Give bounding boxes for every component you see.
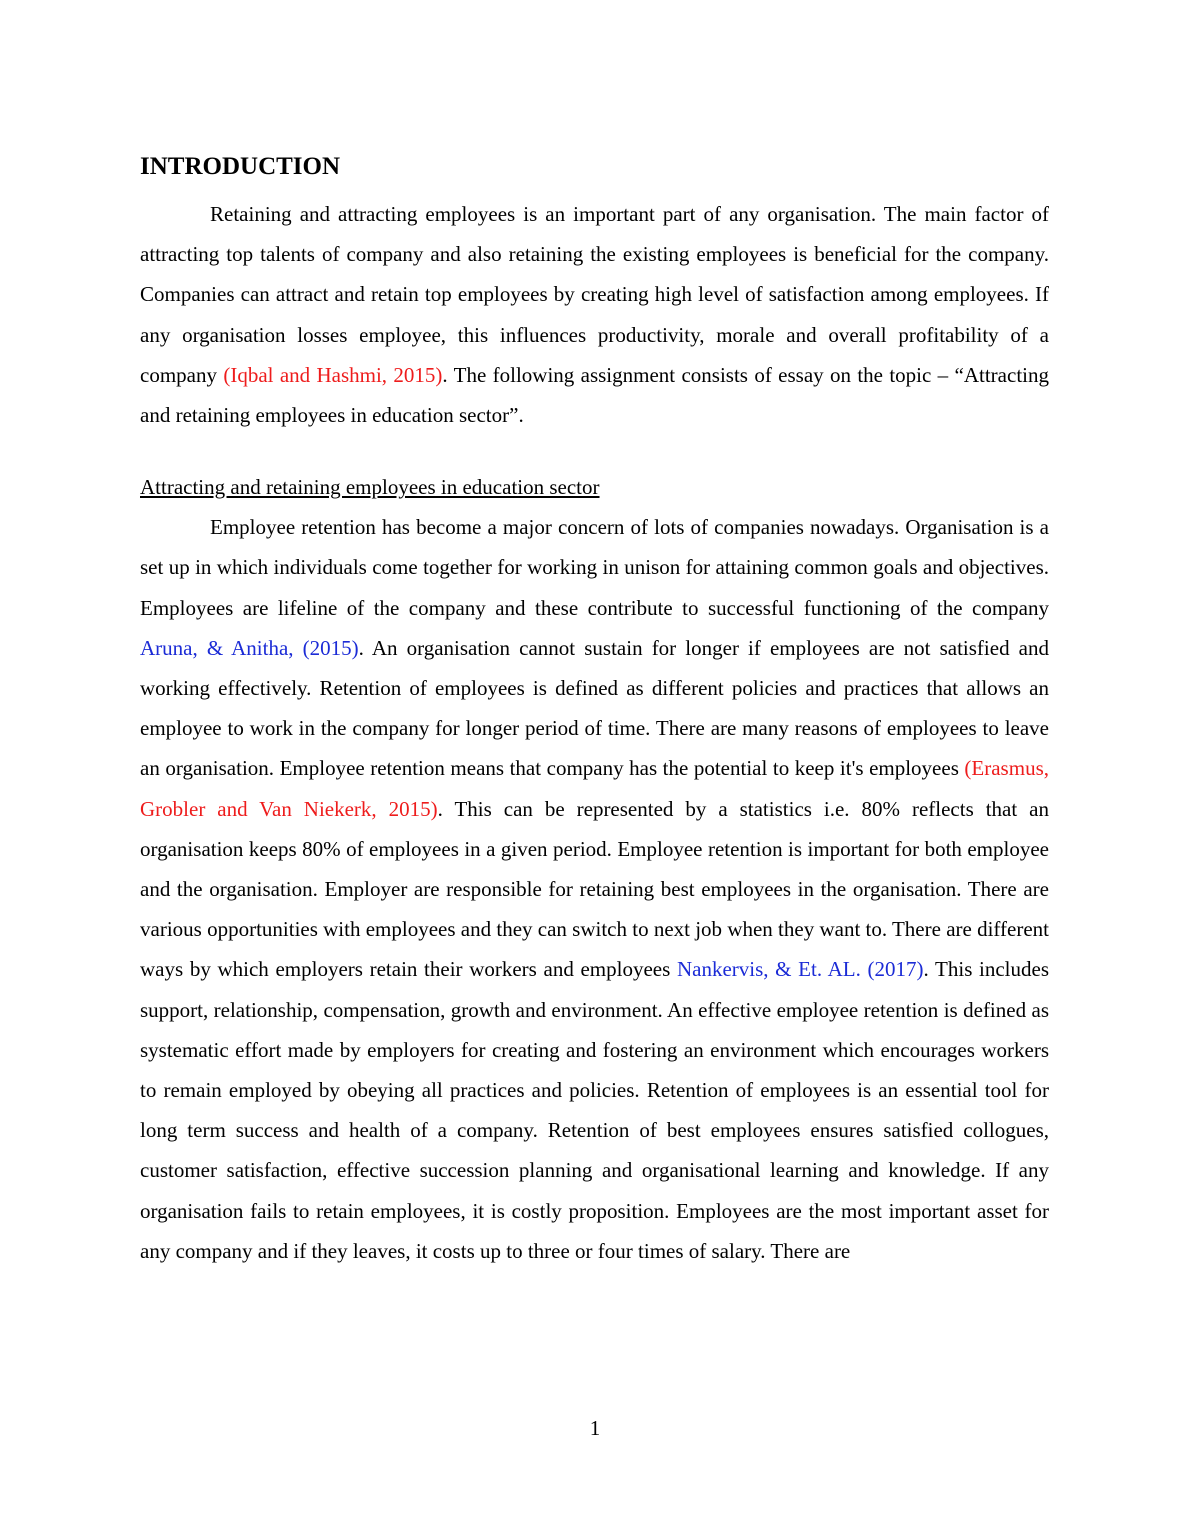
citation-aruna-anitha: Aruna, & Anitha, (2015) [140, 635, 359, 660]
body-text-4: . This includes support, relationship, compensation, growth and environment. An effective employee retention is defined as systematic effort made by employers for creating and fostering an environment which encourages workers to remain employed by obeying all practices and policies. Retention of employees is an essential tool for long term success and health of a company. Retention of best employees ensures satisfied collogues, customer satisfaction, effective succession planning and organisational learning and knowledge. If any organisation fails to retain employees, it is costly proposition. Employees are the most important asset for any company and if they leaves, it costs up to three or four times of salary. There are [140, 957, 1050, 1263]
citation-erasmus-grobler: (Erasmus, Grobler and Van Niekerk, 2015) [140, 756, 1049, 821]
subheading-attracting-retaining: Attracting and retaining employees in education sector [140, 475, 600, 500]
body-text-2: . An organisation cannot sustain for longer if employees are not satisfied and working effectively. Retention of employees is defined as different policies and practices that allows an employee to work in the company for longer period of time. There are many reasons of employees to leave an organisation. Employee retention means that company has the potential to keep it's employees [140, 635, 1050, 781]
body-text-3: . This can be represented by a statistics i.e. 80% reflects that an organisation keeps 80% of employees in a given period. Employee retention is important for both employee and the organisation. Employer are responsible for retaining best employees in the organisation. There are various opportunities with employees and they can switch to next job when they want to. There are different ways by which employers retain their workers and employees [140, 796, 1049, 982]
intro-text-1: Retaining and attracting employees is an important part of any organisation. The main factor of attracting top talents of company and also retaining the existing employees is beneficial for the company. Companies can attract and retain top employees by creating high level of satisfaction among employees. If any organisation losses employee, this influences productivity, morale and overall profitability of a company [140, 202, 1049, 387]
body-text-1: Employee retention has become a major concern of lots of companies nowadays. Organisation is a set up in which individuals come together for working in unison for attaining common goals and objectives. Employees are lifeline of the company and these contribute to successful functioning of the company [140, 515, 1049, 620]
page-content [140, 150, 1049, 1271]
body-paragraph [140, 507, 1049, 1271]
citation-iqbal-hashmi: (Iqbal and Hashmi, 2015) [223, 362, 443, 387]
citation-nankervis: Nankervis, & Et. AL. (2017) [676, 957, 924, 982]
section-heading-introduction: INTRODUCTION [140, 153, 341, 180]
intro-text-2: . The following assignment consists of essay on the topic – “Attracting and retaining employees in education sector”. [140, 362, 1049, 428]
intro-paragraph [140, 194, 1049, 435]
page-number: 1 [589, 1416, 601, 1440]
